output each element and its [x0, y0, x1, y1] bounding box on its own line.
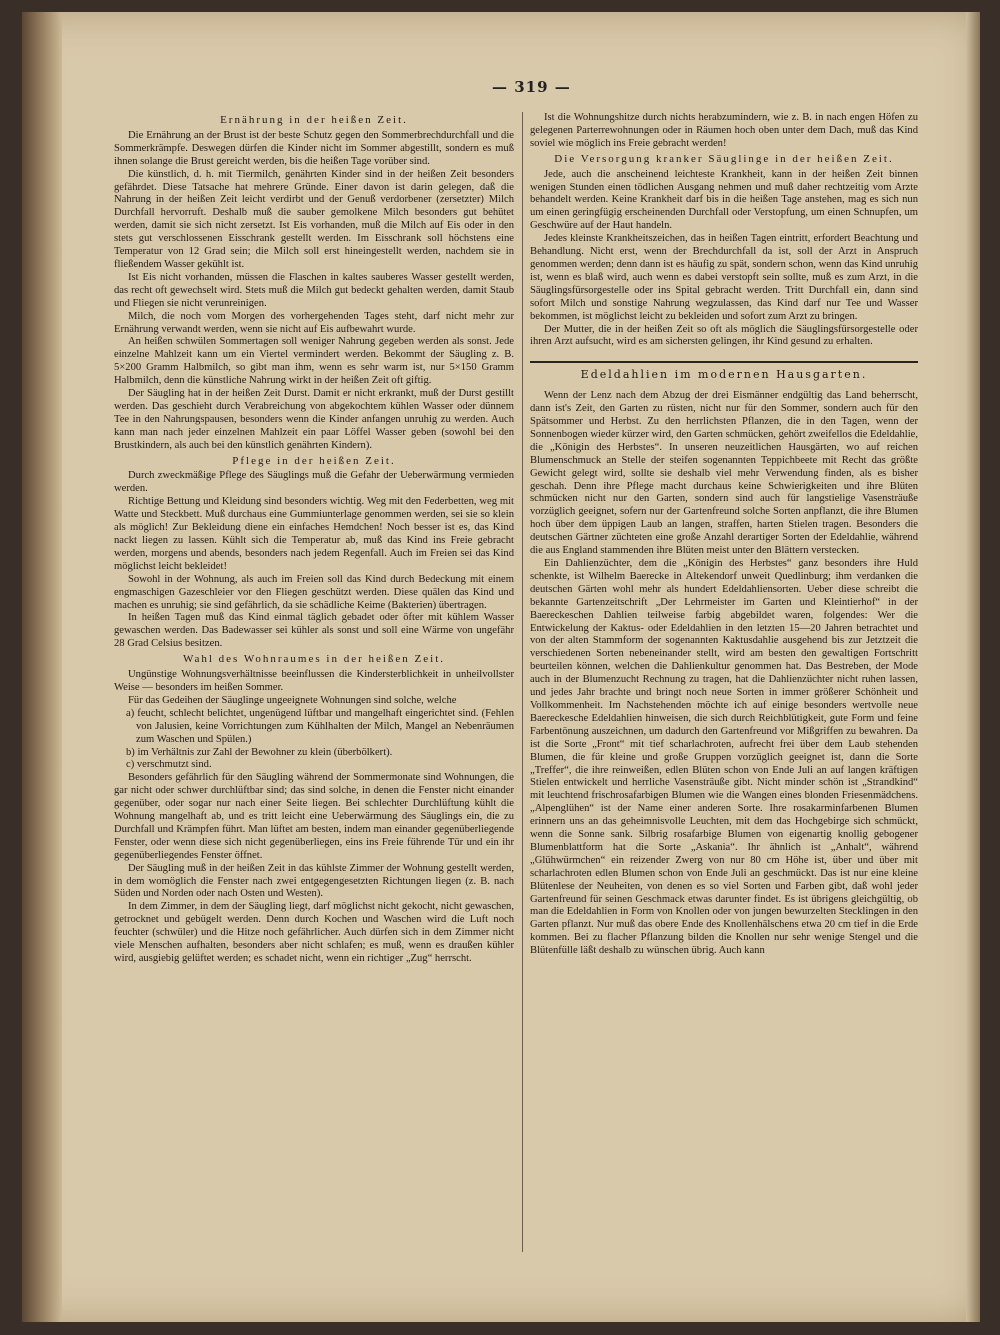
- paragraph: Der Säugling muß in der heißen Zeit in das kühlste Zimmer der Wohnung gestellt werden, in dem womöglich die Fenster nach zwei entgegengesetzten Richtungen liegen (z. B. nach Süden und Norden oder nach Osten und Westen).: [114, 862, 514, 900]
- paragraph: Jede, auch die anscheinend leichteste Krankheit, kann in der heißen Zeit binnen wenigen Stunden einen tödlichen Ausgang nehmen und muß daher rechtzeitig vom Arzte behandelt werden. Keine Krankheit darf bis in die heißen Tage anstehen, mag es sich nun um einen geringfügig erscheinenden Durchfall oder Verstopfung, um einen Schnupfen, um Geschwüre auf der Haut handeln.: [530, 168, 918, 232]
- paragraph: In dem Zimmer, in dem der Säugling liegt, darf möglichst nicht gekocht, nicht gewaschen, getrocknet und gebügelt werden. Denn durch Kochen und Waschen wird die Luft noch feuchter (schwüler) und die Hitze noch gefährlicher. Auch dürfen sich in dem Zimmer nicht viele Menschen aufhalten, besonders aber nicht schlafen; es muß, wenn es draußen kühler wird, ausgiebig gelüftet werden; es schadet nicht, wenn ein richtiger „Zug“ herrscht.: [114, 901, 514, 964]
- book-page: [22, 12, 980, 1322]
- paragraph: Die künstlich, d. h. mit Tiermilch, genährten Kinder sind in der heißen Zeit besonders gefährdet. Diese Tatsache hat mehrere Gründe. Einer davon ist darin gelegen, daß die Nahrung in der heißen Zeit leicht verdirbt und der Genuß verdorbener (zersetzter) Milch Durchfall hervorruft. Deshalb muß die sauber gemolkene Milch besonders gut behütet werden, damit sie sich nicht zersetzt. Ist Eis vorhanden, muß die Milch auf Eis oder in den stets gut verschlossenen Eisschrank gestellt werden. Im Eisschrank soll höchstens eine Temperatur von 12 Grad sein; die Milch soll erst hineingestellt werden, nachdem sie in fließendem Wasser gekühlt ist.: [114, 168, 514, 270]
- left-column: [114, 112, 514, 1257]
- paragraph: Sowohl in der Wohnung, als auch im Freien soll das Kind durch Bedeckung mit einem engmaschigen Gazeschleier vor den Fliegen geschützt werden. Diese quälen das Kind und machen es unruhig; sie sind gefährlich, da sie schädliche Keime (Bakterien) übertragen.: [114, 573, 514, 611]
- list-item: b) im Verhältnis zur Zahl der Bewohner zu klein (überbölkert).: [126, 746, 393, 758]
- section-heading-pflege: Pflege in der heißen Zeit.: [232, 454, 396, 467]
- paragraph: Ungünstige Wohnungsverhältnisse beeinflussen die Kindersterblichkeit in unheilvollster Weise — besonders im heißen Sommer.: [114, 669, 514, 693]
- paragraph: Ist Eis nicht vorhanden, müssen die Flaschen in kaltes sauberes Wasser gestellt werden, das recht oft gewechselt wird. Stets muß die Milch gut bedeckt gehalten werden, damit Staub und Fliegen sie nicht verunreinigen.: [114, 271, 514, 309]
- paragraph: In heißen Tagen muß das Kind einmal täglich gebadet oder öfter mit kühlem Wasser gewaschen werden. Das Badewasser sei kühler als sonst und soll eine Wärme von ungefähr 28 Grad Celsius besitzen.: [114, 612, 514, 650]
- paragraph: Richtige Bettung und Kleidung sind besonders wichtig. Weg mit den Federbetten, weg mit Watte und Steckbett. Muß durchaus eine Gummiunterlage genommen werden, sei sie so klein als möglich! Zur Bekleidung diene ein einfaches Hemdchen! Noch besser ist es, das Kind nackt liegen zu lassen. Kühlt sich die Temperatur ab, muß das Kind ins Freie gebracht werden, morgens und abends, besonders nach jedem Regenfall. Auch im Freien sei das Kind möglichst leicht bekleidet!: [114, 496, 514, 572]
- paragraph: Der Säugling hat in der heißen Zeit Durst. Damit er nicht erkrankt, muß der Durst gestillt werden. Das geschieht durch Verabreichung von abgekochtem kühlen Wasser oder dünnem Tee in den Nahrungspausen, besonders wenn die Kinder anfangen unruhig zu werden. Auch kann man nach jeder einzelnen Mahlzeit ein paar Löffel Wasser geben (sowohl bei den Brustkindern, als auch bei den künstlich genährten Kindern).: [114, 388, 514, 451]
- page-edge: [966, 12, 980, 1322]
- list-item: a) feucht, schlecht belichtet, ungenügend lüftbar und mangelhaft eingerichtet sind. (Fehlen von Jalusien, keine Vorrichtungen zum Kühlhalten der Milch, Mangel an Nebenräumen zum Waschen und Spülen.): [126, 707, 514, 745]
- paragraph: Durch zweckmäßige Pflege des Säuglings muß die Gefahr der Ueberwärmung vermieden werden.: [114, 470, 514, 495]
- book-spine: [22, 12, 62, 1322]
- column-divider: [522, 112, 523, 1252]
- paragraph: Der Mutter, die in der heißen Zeit so oft als möglich die Säuglingsfürsorgestelle oder ihren Arzt aufsucht, wird es am sichersten gelingen, ihr Kind gesund zu erhalten.: [530, 323, 918, 348]
- paragraph: Milch, die noch vom Morgen des vorhergehenden Tages steht, darf nicht mehr zur Ernährung verwandt werden, wenn sie nicht auf Eis aufbewahrt wurde.: [114, 310, 514, 335]
- page-number: — 319 —: [492, 78, 571, 96]
- article-headline: Edeldahlien im modernen Hausgarten.: [530, 361, 918, 382]
- paragraph: Die Ernährung an der Brust ist der beste Schutz gegen den Sommerbrechdurchfall und die Sommerkrämpfe. Deswegen dürfen die Kinder nicht im Sommer abgestillt, sondern es muß ihnen solange die Brust gereicht werden, bis die heißen Tage vorüber sind.: [114, 129, 514, 167]
- paragraph: Besonders gefährlich für den Säugling während der Sommermonate sind Wohnungen, die gar nicht oder schwer durchlüftbar sind; das sind solche, in denen die Fenster nicht einander gegenüber, oder sogar nur nach einer Seite liegen. Bei schlechter Durchlüftung kühlt die Wohnung mangelhaft ab, und es tritt leicht eine Ueberwärmung des Säuglings ein, die zu Durchfall und Krämpfen führt. Man lüftet am besten, indem man einander gegenüberliegende Fenster, oder wenn diese sich nicht gegenüberliegen, eins ins Freie führende Tür und ein ihr gegenüberliegendes Fenster öffnet.: [114, 772, 514, 861]
- list: [126, 708, 514, 773]
- paragraph: Für das Gedeihen der Säuglinge ungeeignete Wohnungen sind solche, welche: [128, 694, 457, 706]
- section-heading-wohnraum: Wahl des Wohnraumes in der heißen Zeit.: [182, 653, 446, 666]
- section-heading-ernaehrung: Ernährung in der heißen Zeit.: [220, 114, 408, 126]
- paragraph: Ein Dahlienzüchter, dem die „Königin des Herbstes“ ganz besonders ihre Huld schenkte, ist Wilhelm Baerecke in Altekendorf unweit Quedlinburg; ihm verdanken die deutschen Gärten wohl mehr als hundert Edeldahliensorten. Ueber diese schreibt die bekannte Gartenzeitschrift „Der Lehrmeister im Garten und Kleintierhof“ in der Baereckeschen Dahlien teilweise farbig abgebildet waren, folgendes: Wer die Entwickelung der Kaktus- oder Edeldahlien in den letzten 15—20 Jahren betrachtet und von der alten Stammform der sogenannten Kaktusdahlie ausgehend bis zur Jetztzeit die verschiedenen Sorten nebeneinander stellt, wird am besten den gewaltigen Fortschritt beurteilen können, welchen die Dahlienkultur genommen hat. Das Bestreben, der Mode auch in der Blumenzucht Rechnung zu tragen, hat die Dahlienzüchter nicht ruhen lassen, und jedes Jahr brachte und bringt noch neue Sorten in immer größerer Schönheit und Vollkommenheit. Im Nachstehenden möchte ich auf einige besonders wertvolle neue Baereckesche Edeldahlien hinweisen, die sich durch Reichblütigkeit, gute Form und feine Farbentönung auszeichnen, um dadurch den Gartenfreund vor Mißgriffen zu bewahren. Da ist die Sorte „Front“ mit tief scharlachroten, aufrecht frei über dem Laub stehenden Blumen, die für kleine und große Gruppen vorzüglich geeignet ist, dann die Sorte „Treffer“, die ihre reinweißen, edlen Blüten schon von Ende Juli an auf langen kräftigen Stielen entwickelt und herrliche Vasensträuße gibt. Nicht minder schön ist „Strandkind“ mit leuchtend frischrosafarbigen Blumen wie die Wangen eines blonden Friesenmädchens. „Alpenglühen“ ist der Name einer anderen Sorte. Ihre rosakarminfarbenen Blumen erinnern uns an das geheimnisvolle Leuchten, mit dem das Hochgebirge sich schmückt, wenn die Sonne sank. Silbrig rosafarbige Blumen von eigenartig knollig gebogener Blumenblattform hat die Sorte „Askania“. Ihr ähnlich ist „Anhalt“, während „Glühwürmchen“ ein reizender Zwerg von nur 80 cm Höhe ist, über und über mit scharlachroten edlen Blumen schon von Ende Juli an geschmückt. Das ist nur eine kleine Blütenlese der Neuheiten, von denen es so viel Sorten und Farben gibt, daß wohl jeder Gartenfreund für seinen Geschmack etwas darunter findet. Es ist übrigens gleichgültig, ob man die Edeldahlien in Form von Knollen oder von jungen bewurzelten Stecklingen in den Garten pflanzt. Nur muß das obere Ende des Knollenhälschens etwa 20 cm tief in die Erde kommen. Bei zu flacher Pflanzung bilden die Knollen nur sehr wenige Stengel und die Blütenfülle läßt deshalb zu wünschen übrig. Auch kann: [530, 558, 918, 957]
- paragraph: An heißen schwülen Sommertagen soll weniger Nahrung gegeben werden als sonst. Jede einzelne Mahlzeit kann um ein Viertel vermindert werden. Bekommt der Säugling z. B. 5×200 Gramm Halbmilch, so gibt man ihm, wenn es sehr warm ist, nur 5×150 Gramm Halbmilch, denn die künstliche Nahrung wirkt in der heißen Zeit oft giftig.: [114, 336, 514, 387]
- list-item: c) verschmutzt sind.: [126, 759, 212, 771]
- paragraph: Wenn der Lenz nach dem Abzug der drei Eismänner endgültig das Land beherrscht, dann ist's Zeit, den Garten zu rüsten, nicht nur für den Sommer, sondern auch für den Spätsommer und Herbst. Zu den herrlichsten Pflanzen, die in den Tagen, wenn der Sonnenbogen wieder kürzer wird, den Garten schmücken, gehört zweifellos die Edeldahlie, die „Königin des Herbstes“. In unseren neuzeitlichen Hausgärten, wo auf reichen Blumenschmuck an Stelle der steifen sogenannten Teppichbeete mit Recht das größte Gewicht gelegt wird, sollte sie deshalb viel mehr Verwendung finden, als es bisher geschah. Denn ihre Pflege macht durchaus keine Schwierigkeiten und ihre Blüten schmücken nicht nur den Garten, sondern sind auch für langstielige Vasensträuße vorzüglich geeignet, sofern nur der Gartenfreund solche Sorten anpflanzt, die ihre Blumen hoch über dem üppigen Laub an langen, straffen, harten Stielen tragen. Besonders die deutschen Gärtner züchteten eine große Anzahl derartiger Sorten der Edeldahlie, während die aus England stammenden ihre Blüten meist unter den Blättern verstecken.: [530, 390, 918, 557]
- section-heading-versorgung: Die Versorgung kranker Säuglinge in der heißen Zeit.: [554, 152, 894, 165]
- paragraph: Ist die Wohnungshitze durch nichts herabzumindern, wie z. B. in nach engen Höfen zu gelegenen Parterrewohnungen oder in Räumen hoch oben unter dem Dach, muß das Kind soviel wie möglich ins Freie gebracht werden!: [530, 112, 918, 149]
- right-column: [530, 112, 918, 1257]
- paragraph: Jedes kleinste Krankheitszeichen, das in heißen Tagen eintritt, erfordert Beachtung und Behandlung. Nicht erst, wenn der Brechdurchfall da ist, soll der Arzt in Anspruch genommen werden; denn dann ist es häufig zu spät, sondern schon, wenn das Kind unruhig ist, wenn es blaß wird, auch wenn es dabei verstopft sein sollte, muß es zum Arzt, in die Säuglingsfürsorgestelle oder ins Spital gebracht werden. Tritt Durchfall ein, dann sind sofort Milch und sonstige Nahrung wegzulassen, das Kind darf nur Tee und Wasser bekommen, ist möglichst leicht zu bekleiden und sofort zum Arzt zu bringen.: [530, 233, 918, 322]
